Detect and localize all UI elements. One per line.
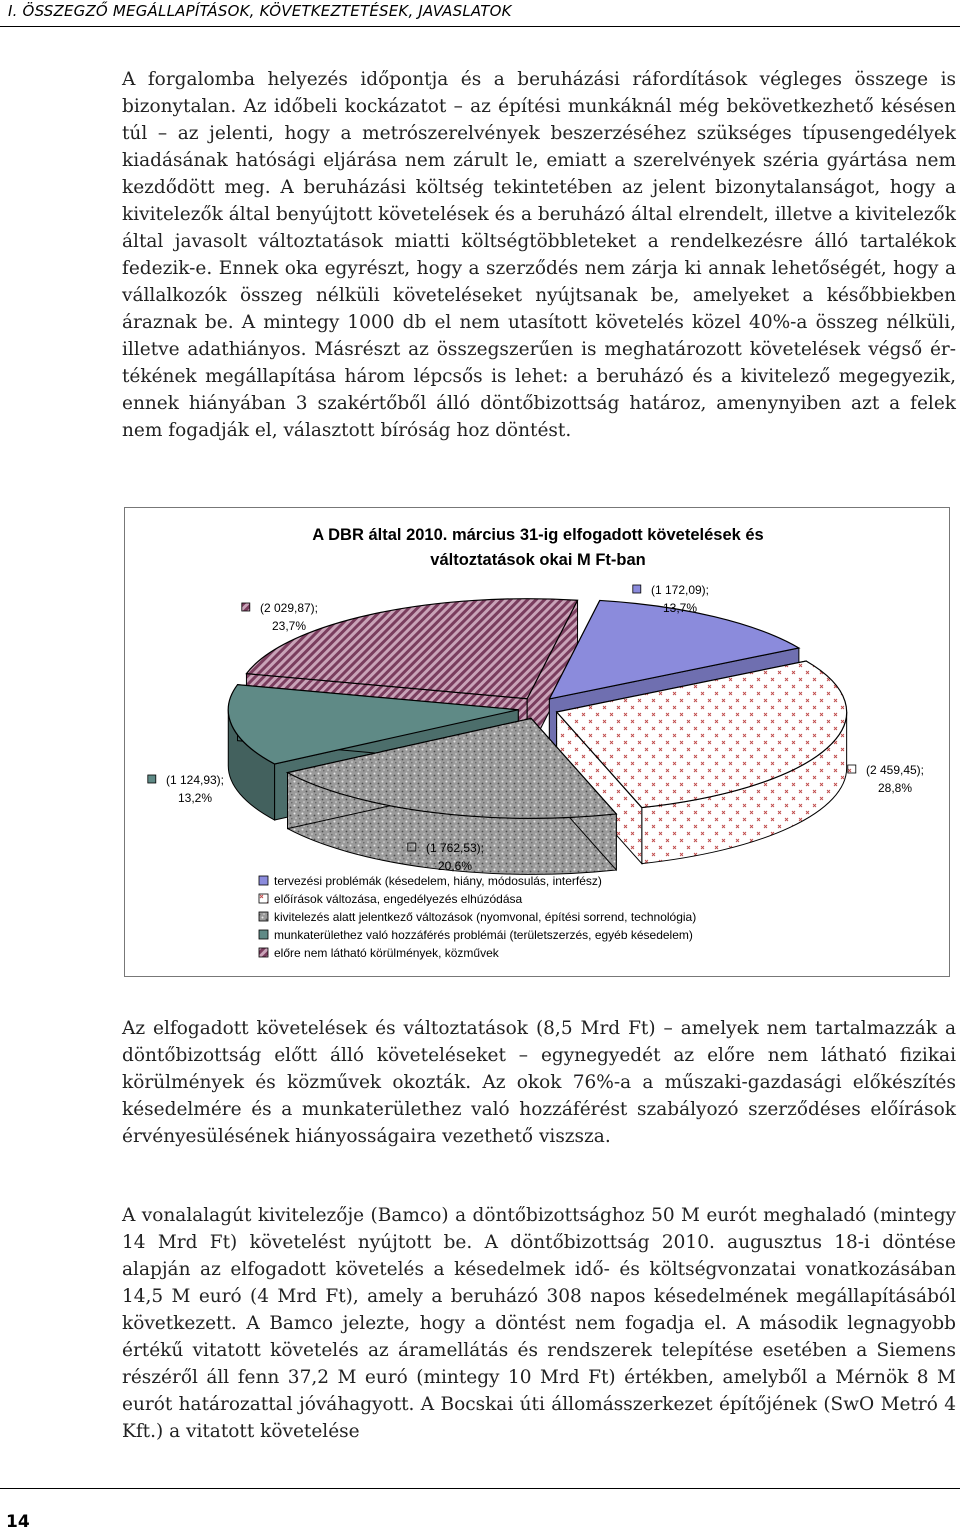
legend-swatch [259,948,268,957]
legend-swatch [259,930,268,939]
page-number: 14 [6,1512,30,1532]
running-header: I. ÖSSZEGZŐ MEGÁLLAPÍTÁSOK, KÖVETKEZTETÉSEK, JAVASLATOK [8,2,512,20]
pie-value-label: (1 124,93); [165,773,225,787]
legend-item [259,946,500,960]
footer-rule [0,1488,960,1489]
paragraph-risk: A forgalomba helyezés időpontja és a beruházási ráfordítások végleges összege is bizonytalan. Az időbeli kockázatot – az építési munkáknál még bekövetkezhető késésen túl – az jelenti, hogy a metrószerelvények beszerzéséhez szükséges típusengedélyek kiadásának hatósági eljárása nem zárult le, emiatt a szerelvények széria gyártása nem kezdődött meg. A beruházási költség tekintetében az jelent bizonytalanságot, hogy a kivitelezők által benyújtott követelések és a beruházó által elrendelt, illetve a kivitelezők által javasolt változtatások miatti költségtöbbleteket a rendelkezésre álló tartalékok fedezik-e. Ennek oka egyrészt, hogy a szerződés nem zárja ki annak lehetőségét, hogy a vállalkozók összeg nélküli követeléseket nyújtsanak be, amelyeket a későbbiekben áraznak be. A mintegy 1000 db el nem utasított követelés közel 40%-a összeg nélküli, illetve adathiányos. Másrészt az összegszerűen is meghatározott követelések végső értékének megállapítása három lépcsős is lehet: a beruházó és a kivitelező megegyezik, ennek hiányában 3 szakértőből álló döntőbizottság határoz, amenynyiben azt a felek nem fogadják el, választott bíróság hoz döntést. [122,69,956,441]
legend-swatch [259,912,268,921]
legend-item [259,910,696,924]
pie-value-label: (2 029,87); [259,601,319,615]
chart-title-line: változtatások okai M Ft-ban [430,551,646,569]
legend-item [259,892,522,906]
paragraph-accepted-claims: Az elfogadott követelések és változtatások (8,5 Mrd Ft) – amelyek nem tartalmazzák a döntőbizottság előtt álló követeléseket – egynegyedét az előre nem látható fizikai körülmények és közművek okozták. Az okok 76%-a a műszaki-gazdasági előkészítés késedelmére és a munkaterülethez való hozzáférést szabályozó szerződéses előírások érvényesülésének hiányosságaira vezethető viszsza. [122,1018,956,1147]
chart-title-line: A DBR által 2010. március 31-ig elfogadott követelések és [312,526,764,544]
pie-label-swatch [148,775,156,783]
pie-data-label [148,773,224,805]
chart-legend [259,874,696,960]
pie-chart [125,508,951,978]
pie-percent-label: 13,7% [662,601,698,615]
pie-value-label: (2 459,45); [865,763,925,777]
legend-label: kivitelezés alatt jelentkező változások (nyomvonal, építési sorrend, technológia) [274,910,697,924]
pie-value-label: (1 762,53); [425,841,485,855]
header-rule [0,26,960,27]
pie-label-swatch [633,585,641,593]
legend-swatch [259,876,268,885]
pie-label-swatch [848,765,856,773]
pie-percent-label: 23,7% [271,619,307,633]
pie-percent-label: 28,8% [877,781,913,795]
legend-swatch [259,894,268,903]
chart-title [312,526,764,569]
pie-chart-frame [124,507,950,977]
pie-label-swatch [242,603,250,611]
legend-label: munkaterülethez való hozzáférés problémái (területszerzés, egyéb késedelem) [274,928,693,942]
legend-label: előre nem látható körülmények, közművek [274,946,499,960]
pie-value-label: (1 172,09); [650,583,710,597]
legend-item [259,874,602,888]
paragraph-disputes: A vonalalagút kivitelezője (Bamco) a döntőbizottsághoz 50 M eurót meghaladó (mintegy 14 Mrd Ft) követelést nyújtott be. A döntőbizottság 2010. augusztus 18-i döntése alapján az elfogadott követelés a késedelmek idő- és költségvonzatai vonatkozásában 14,5 M euró (4 Mrd Ft), amely a beruházó 308 napos késedelmének megállapításából következett. A Bamco jelezte, hogy a döntést nem fogadja el. A második legnagyobb értékű vitatott követelés az áramellátás és rendszerek telepítése esetében a Siemens részéről áll fenn 37,2 M euró (mintegy 10 Mrd Ft) értékben, amelyből a Mérnök 8 M eurót határozattal jóváhagyott. A Bocskai úti állomásszerkezet építőjének (SwO Metró 4 Kft.) a vitatott követelése [122,1205,956,1442]
legend-label: előírások változása, engedélyezés elhúzódása [274,892,523,906]
pie-data-label [242,601,318,633]
legend-label: tervezési problémák (késedelem, hiány, módosulás, interfész) [274,874,602,888]
pie-label-swatch [408,843,416,851]
pie-percent-label: 13,2% [177,791,213,805]
pie-percent-label: 20,6% [437,859,473,873]
legend-item [259,928,693,942]
pie-data-label [848,763,924,795]
